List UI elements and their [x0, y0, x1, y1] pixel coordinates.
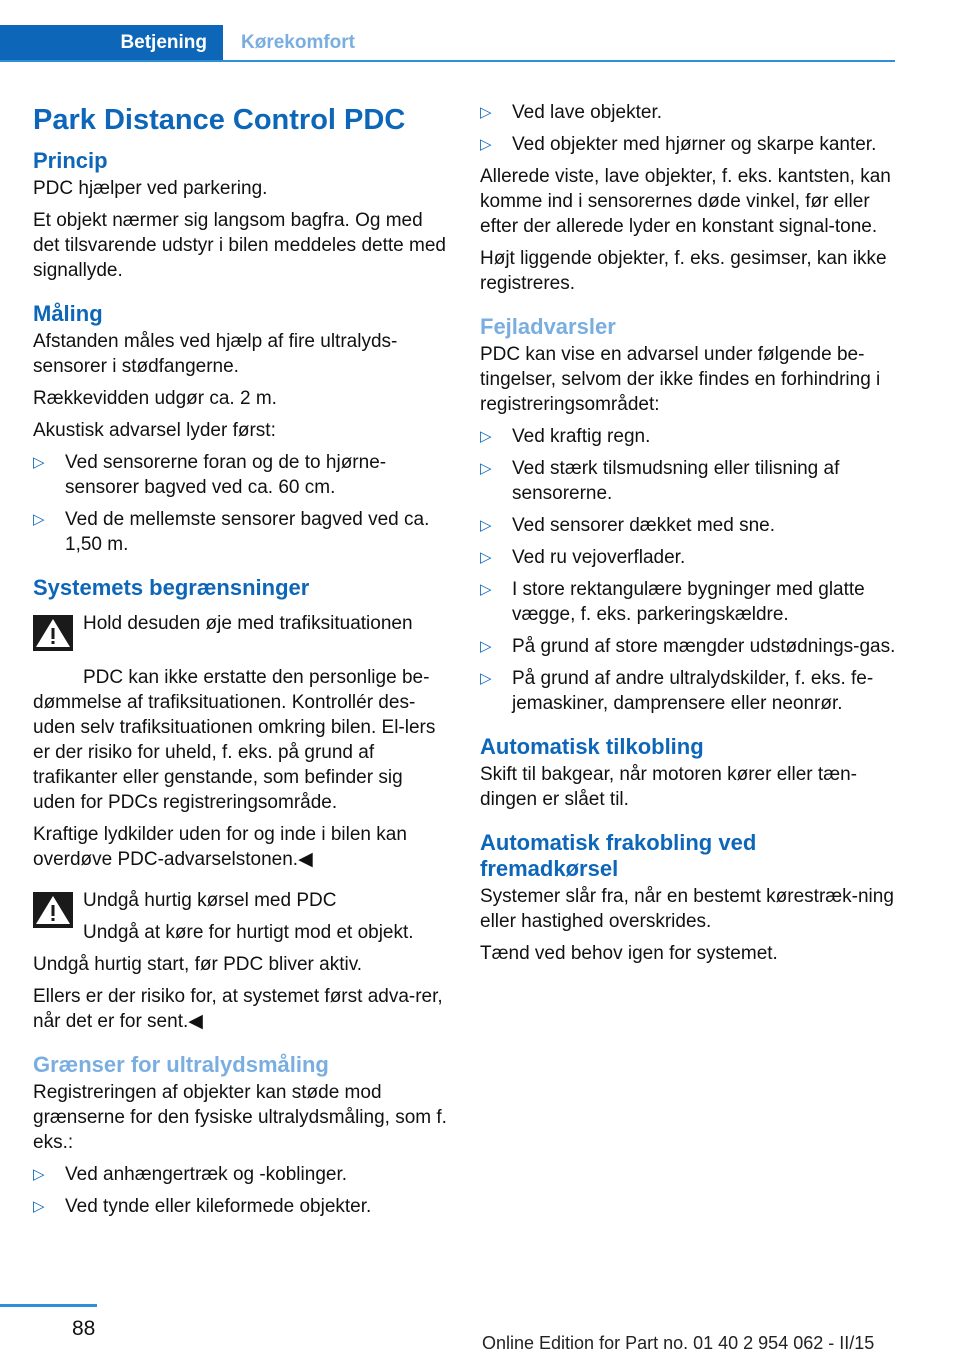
list-item: ▷ Ved objekter med hjørner og skarpe kanter. [480, 134, 877, 155]
warning-1-text: PDC kan ikke erstatte den personlige be-dømmelse af trafiksituationen. Kontrollér des-uden selv trafiksituationen omkring bilen. El-lers er der risiko for uheld, f. eks. på grund af trafikanter eller genstande, som befinder sig uden for PDCs registreringsområde. [33, 667, 436, 813]
ultrasound-list [33, 1162, 449, 1219]
warning-2-text: Undgå at køre for hurtigt mod et objekt. [83, 922, 414, 943]
list-item: ▷ På grund af store mængder udstødnings-gas. [480, 636, 896, 657]
ultrasound-heading: Grænser for ultralydsmåling [33, 1052, 329, 1077]
triangle-right-icon: ▷ [480, 638, 492, 655]
list-item: ▷ Ved lave objekter. [480, 102, 662, 123]
triangle-right-icon: ▷ [33, 1198, 45, 1215]
fault-heading: Fejladvarsler [480, 314, 616, 339]
warning-triangle-icon [33, 615, 73, 651]
warning-1-title: Hold desuden øje med trafiksituationen [83, 613, 413, 634]
measurement-paragraph-3: Akustisk advarsel lyder først: [33, 420, 276, 441]
footer-rule [0, 1304, 97, 1307]
list-item: ▷ På grund af andre ultralydskilder, f. eks. fe-jemaskiner, damprensere eller neonrør. [480, 668, 874, 714]
limits-heading: Systemets begrænsninger [33, 575, 310, 600]
warning-2-text-3: Ellers er der risiko for, at systemet først adva-rer, når det er for sent.◀ [33, 986, 443, 1032]
auto-off-heading: Automatisk frakobling ved fremadkørsel [480, 830, 757, 881]
warning-2-text-2: Undgå hurtig start, før PDC bliver aktiv. [33, 954, 363, 975]
header-rule [0, 60, 895, 62]
measurement-heading: Måling [33, 301, 103, 326]
page-title: Park Distance Control PDC [33, 104, 406, 136]
list-item: ▷ Ved tynde eller kileformede objekter. [33, 1196, 372, 1217]
auto-off-paragraph-2: Tænd ved behov igen for systemet. [480, 943, 778, 964]
triangle-right-icon: ▷ [480, 581, 492, 598]
measurement-paragraph-1: Afstanden måles ved hjælp af fire ultralyds-sensorer i stødfangerne. [33, 331, 398, 377]
low-objects-paragraph: Allerede viste, lave objekter, f. eks. kantsten, kan komme ind i sensorernes døde vinkel, før eller efter der allerede lyder en konstant signal-tone. [480, 166, 891, 237]
triangle-right-icon: ▷ [480, 670, 492, 687]
ultrasound-paragraph: Registreringen af objekter kan støde mod grænserne for den fysiske ultralydsmåling, som f. eks.: [33, 1082, 447, 1153]
warning-2-title: Undgå hurtig kørsel med PDC [83, 890, 337, 911]
list-item: ▷ Ved kraftig regn. [480, 426, 651, 447]
high-objects-paragraph: Højt liggende objekter, f. eks. gesimser, kan ikke registreres. [480, 248, 887, 294]
page-number: 88 [72, 1317, 96, 1340]
principle-heading: Princip [33, 148, 108, 173]
auto-off-paragraph-1: Systemer slår fra, når en bestemt kørestræk-ning eller hastighed overskrides. [480, 886, 894, 932]
left-column [33, 100, 449, 1226]
triangle-right-icon: ▷ [480, 460, 492, 477]
triangle-right-icon: ▷ [480, 428, 492, 445]
triangle-right-icon: ▷ [480, 104, 492, 121]
principle-paragraph-2: Et objekt nærmer sig langsom bagfra. Og med det tilsvarende udstyr i bilen meddeles dette med signallyde. [33, 210, 446, 281]
triangle-right-icon: ▷ [33, 511, 45, 528]
list-item: ▷ I store rektangulære bygninger med glatte vægge, f. eks. parkeringskældre. [480, 579, 865, 625]
measurement-list [33, 450, 449, 557]
warning-block-1 [33, 611, 449, 665]
triangle-right-icon: ▷ [480, 136, 492, 153]
principle-paragraph-1: PDC hjælper ved parkering. [33, 178, 268, 199]
triangle-right-icon: ▷ [33, 1166, 45, 1183]
list-item: ▷ Ved sensorer dækket med sne. [480, 515, 775, 536]
warning-1-text-2: Kraftige lydkilder uden for og inde i bilen kan overdøve PDC-advarselstonen.◀ [33, 824, 407, 870]
triangle-right-icon: ▷ [480, 549, 492, 566]
ultrasound-list-continued [480, 100, 896, 157]
auto-on-paragraph: Skift til bakgear, når motoren kører eller tæn-dingen er slået til. [480, 764, 857, 810]
fault-paragraph: PDC kan vise en advarsel under følgende be-tingelser, selvom der ikke findes en forhindring i registreringsområdet: [480, 344, 881, 415]
tab-korekomfort[interactable]: Kørekomfort [241, 32, 356, 53]
warning-triangle-icon [33, 892, 73, 928]
warning-block-2 [33, 888, 449, 945]
list-item: ▷ Ved de mellemste sensorer bagved ved ca. 1,50 m. [33, 509, 430, 555]
triangle-right-icon: ▷ [480, 517, 492, 534]
list-item: ▷ Ved anhængertræk og -koblinger. [33, 1164, 348, 1185]
measurement-paragraph-2: Rækkevidden udgør ca. 2 m. [33, 388, 277, 409]
edition-note: Online Edition for Part no. 01 40 2 954 062 - II/15 [482, 1333, 875, 1353]
tab-betjening[interactable]: Betjening [0, 25, 223, 61]
list-item: ▷ Ved ru vejoverflader. [480, 547, 686, 568]
list-item: ▷ Ved sensorerne foran og de to hjørne-sensorer bagved ved ca. 60 cm. [33, 452, 387, 498]
list-item: ▷ Ved stærk tilsmudsning eller tilisning af sensorerne. [480, 458, 840, 504]
right-column [480, 100, 896, 973]
triangle-right-icon: ▷ [33, 454, 45, 471]
fault-list [480, 424, 896, 716]
auto-on-heading: Automatisk tilkobling [480, 734, 704, 759]
